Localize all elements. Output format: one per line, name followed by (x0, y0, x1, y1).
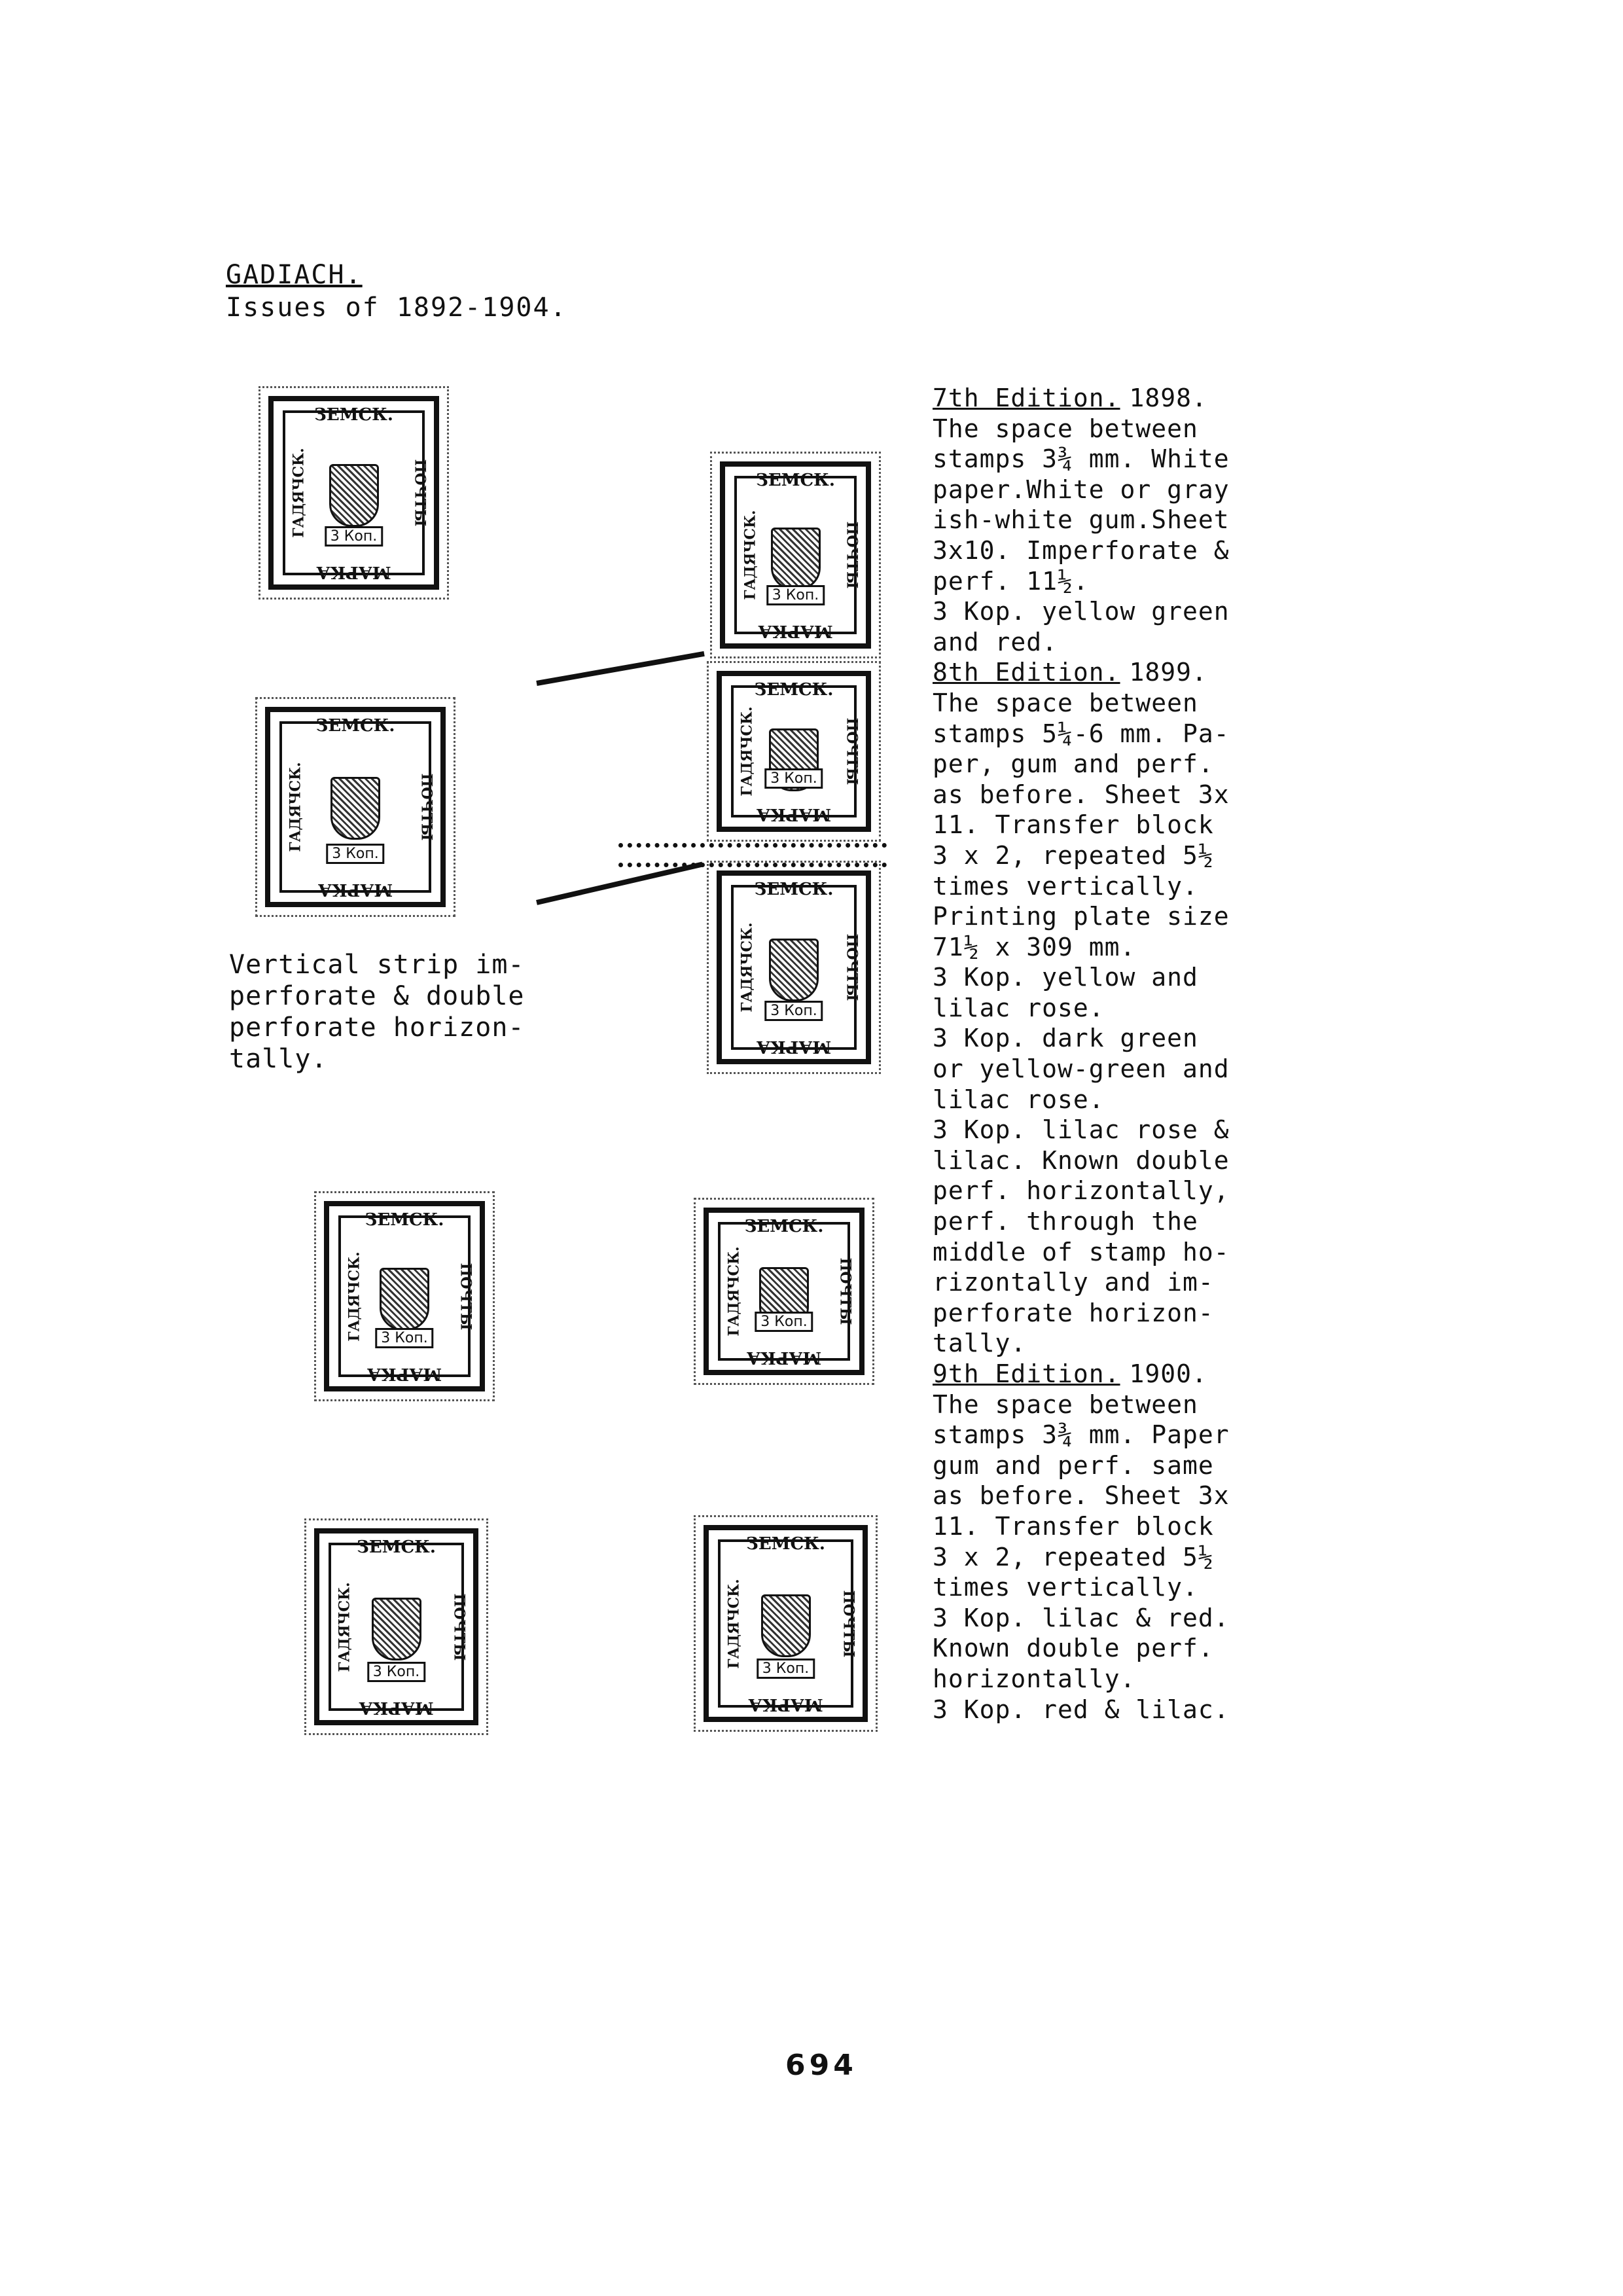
stamp-inner-frame (731, 685, 857, 817)
stamp-left-text: ГАДЯЧСК. (725, 1578, 743, 1669)
stamp-right-text: ПОЧТЫ (843, 521, 861, 589)
stamp-frame (720, 461, 871, 649)
notes-line: lilac. Known double (933, 1145, 1230, 1175)
stamp-left-text: ГАДЯЧСК. (741, 510, 759, 600)
notes-line: 11. Transfer block (933, 1511, 1214, 1541)
stamp-bottom-text: МАРКА (366, 1364, 442, 1384)
stamp-inner-frame (283, 410, 425, 575)
stamp-top-text: ЗЕМСК. (365, 1210, 444, 1230)
stamp-top-text: ЗЕМСК. (746, 1534, 825, 1554)
notes-line: perforate horizon- (933, 1298, 1214, 1327)
stamp-value: 3 Коп. (766, 585, 825, 605)
stamp-image (255, 697, 455, 917)
notes-line: Printing plate size (933, 902, 1230, 931)
stamp-right-text: ПОЧТЫ (840, 1590, 857, 1657)
notes-line: times vertically. (933, 1573, 1198, 1602)
stamp-frame (265, 707, 446, 907)
stamp-right-text: ПОЧТЫ (457, 1263, 474, 1330)
notes-line: rizontally and im- (933, 1268, 1214, 1297)
notes-line: gum and perf. same (933, 1450, 1214, 1480)
notes-line: 3x10. Imperforate & (933, 535, 1230, 565)
stamp-bottom-text: МАРКА (748, 1695, 823, 1714)
notes-line: ish-white gum.Sheet (933, 505, 1230, 535)
notes-line (933, 657, 1296, 688)
notes-line: 3 Kop. lilac rose & (933, 1115, 1230, 1145)
double-perforation-line (618, 863, 887, 867)
notes-line: 11. Transfer block (933, 810, 1214, 840)
notes-line: per, gum and perf. (933, 749, 1214, 779)
notes-line: The space between (933, 1390, 1198, 1419)
stamp-image (304, 1518, 488, 1735)
stamp-right-text: ПОЧТЫ (843, 717, 861, 785)
stamp-value: 3 Коп. (764, 1001, 823, 1021)
notes-line: 3 Kop. yellow green (933, 597, 1230, 626)
stamp-bottom-text: МАРКА (756, 804, 832, 824)
stamp-top-text: ЗЕМСК. (754, 680, 834, 700)
stamp-top-text: ЗЕМСК. (314, 405, 393, 425)
stamp-image (707, 661, 881, 842)
coat-of-arms-icon (380, 1268, 429, 1331)
notes-line: and red. (933, 627, 1058, 656)
notes-line: stamps 3¾ mm. White (933, 444, 1230, 474)
notes-line (933, 383, 1296, 414)
notes-line: tally. (933, 1329, 1027, 1358)
stamp-left-text: ГАДЯЧСК. (738, 922, 756, 1013)
coat-of-arms-icon (769, 939, 819, 1001)
stamp-value: 3 Коп. (755, 1312, 813, 1332)
stamp-left-text: ГАДЯЧСК. (290, 448, 308, 538)
stamp-inner-frame (329, 1543, 464, 1711)
notes-line: as before. Sheet 3x (933, 1481, 1230, 1511)
stamp-right-text: ПОЧТЫ (450, 1593, 468, 1660)
stamp-frame (324, 1201, 485, 1391)
notes-line: lilac rose. (933, 1085, 1105, 1114)
notes-line: 3 Kop. yellow and (933, 963, 1198, 992)
notes-line: times vertically. (933, 871, 1198, 901)
stamp-image (694, 1515, 878, 1732)
stamp-inner-frame (731, 885, 857, 1050)
notes-line: perf. through the (933, 1207, 1198, 1236)
stamp-bottom-text: МАРКА (359, 1698, 434, 1717)
stamp-value: 3 Коп. (375, 1328, 433, 1348)
notes-line: lilac rose. (933, 993, 1105, 1022)
stamp-right-text: ПОЧТЫ (418, 773, 435, 841)
imperforate-line (618, 843, 887, 848)
stamp-bottom-text: МАРКА (317, 880, 393, 899)
caption-line: tally. (229, 1044, 328, 1074)
edition-heading: 7th Edition. (933, 384, 1120, 412)
notes-line: middle of stamp ho- (933, 1237, 1230, 1266)
pointer-arrow (536, 651, 704, 686)
stamp-left-text: ГАДЯЧСК. (738, 706, 756, 797)
strip-caption (229, 949, 582, 1075)
stamp-top-text: ЗЕМСК. (754, 880, 834, 899)
stamp-inner-frame (338, 1215, 471, 1377)
stamp-value: 3 Коп. (757, 1659, 815, 1679)
coat-of-arms-icon (761, 1594, 811, 1657)
stamp-value: 3 Коп. (764, 768, 823, 789)
stamp-left-text: ГАДЯЧСК. (287, 762, 304, 852)
stamp-inner-frame (279, 721, 431, 893)
coat-of-arms-icon (330, 777, 380, 840)
stamp-top-text: ЗЕМСК. (357, 1537, 436, 1557)
notes-line: perf. 11½. (933, 566, 1089, 596)
stamp-frame (704, 1208, 865, 1375)
edition-year: 1898. (1129, 384, 1207, 412)
pointer-arrow (536, 862, 703, 905)
stamp-image (259, 386, 449, 600)
stamp-inner-frame (718, 1222, 850, 1361)
notes-line: paper.White or gray (933, 475, 1230, 504)
notes-line: stamps 3¾ mm. Paper (933, 1420, 1230, 1450)
stamp-top-text: ЗЕМСК. (756, 471, 835, 490)
notes-line: The space between (933, 414, 1198, 443)
caption-line: Vertical strip im- (229, 950, 525, 980)
notes-line: stamps 5¼-6 mm. Pa- (933, 719, 1230, 748)
notes-line (933, 1359, 1296, 1390)
notes-line: 71½ x 309 mm. (933, 932, 1136, 961)
stamp-frame (717, 671, 871, 832)
stamp-left-text: ГАДЯЧСК. (725, 1246, 743, 1336)
stamp-bottom-text: МАРКА (316, 562, 391, 582)
coat-of-arms-icon (771, 528, 821, 590)
stamp-right-text: ПОЧТЫ (836, 1257, 854, 1325)
stamp-inner-frame (718, 1539, 853, 1708)
caption-line: perforate horizon- (229, 1013, 525, 1043)
caption-line: perforate & double (229, 981, 525, 1011)
notes-line: 3 x 2, repeated 5½ (933, 840, 1214, 870)
stamp-image (710, 452, 881, 658)
page-title-block (226, 259, 567, 324)
page-subtitle: Issues of 1892-1904. (226, 293, 567, 323)
page-title: GADIACH. (226, 260, 363, 290)
stamp-value: 3 Коп. (367, 1662, 425, 1682)
notes-line: The space between (933, 688, 1198, 717)
stamp-image (694, 1198, 874, 1385)
stamp-left-text: ГАДЯЧСК. (346, 1251, 363, 1342)
edition-year: 1899. (1129, 658, 1207, 687)
stamp-frame (704, 1525, 868, 1722)
stamp-frame (314, 1528, 478, 1725)
edition-heading: 9th Edition. (933, 1359, 1120, 1388)
notes-line: 3 Kop. dark green (933, 1024, 1198, 1053)
stamp-value: 3 Коп. (326, 844, 384, 864)
stamp-frame (717, 870, 871, 1064)
stamp-image (707, 861, 881, 1074)
stamp-right-text: ПОЧТЫ (411, 459, 429, 527)
stamp-bottom-text: МАРКА (758, 621, 833, 641)
notes-line: or yellow-green and (933, 1054, 1230, 1084)
stamp-top-text: ЗЕМСК. (744, 1217, 824, 1236)
notes-line: horizontally. (933, 1664, 1136, 1693)
stamp-bottom-text: МАРКА (756, 1037, 832, 1056)
notes-line: 3 Kop. lilac & red. (933, 1603, 1230, 1632)
notes-line: as before. Sheet 3x (933, 780, 1230, 809)
coat-of-arms-icon (329, 464, 379, 527)
notes-line: Known double perf. (933, 1634, 1214, 1663)
edition-heading: 8th Edition. (933, 658, 1120, 687)
stamp-frame (268, 396, 439, 590)
page-number: 694 (785, 2049, 857, 2082)
notes-line: 3 Kop. red & lilac. (933, 1695, 1230, 1724)
stamp-bottom-text: МАРКА (746, 1348, 822, 1367)
notes-line: perf. horizontally, (933, 1176, 1230, 1206)
coat-of-arms-icon (372, 1598, 421, 1660)
stamp-inner-frame (734, 476, 857, 634)
stamp-value: 3 Коп. (325, 526, 383, 547)
stamp-right-text: ПОЧТЫ (843, 933, 861, 1001)
stamp-left-text: ГАДЯЧСК. (336, 1581, 353, 1672)
stamp-image (314, 1191, 495, 1401)
notes-line: 3 x 2, repeated 5½ (933, 1542, 1214, 1571)
edition-notes (933, 383, 1296, 1725)
stamp-top-text: ЗЕМСК. (315, 716, 395, 736)
edition-year: 1900. (1129, 1359, 1207, 1388)
